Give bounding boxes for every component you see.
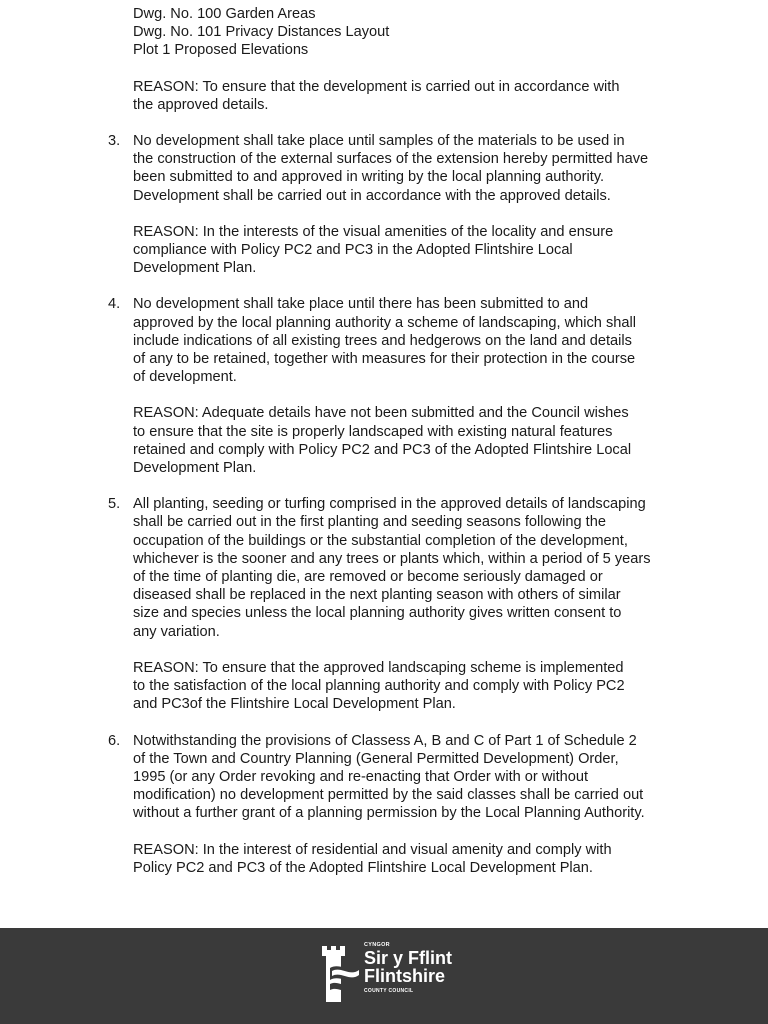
condition-text (133, 732, 684, 823)
condition-line: Development shall be carried out in accordance with the approved details. (133, 187, 611, 204)
condition-line: of the Town and Country Planning (General Permitted Development) Order, (133, 750, 619, 767)
logo-county-council: COUNTY COUNCIL (364, 988, 414, 994)
condition-line: approved by the local planning authority a scheme of landscaping, which shall (133, 314, 636, 331)
reason-line: Development Plan. (133, 460, 257, 477)
reason-line: to ensure that the site is properly landscaped with existing natural features (133, 423, 613, 440)
condition-line: Notwithstanding the provisions of Classess A, B and C of Part 1 of Schedule 2 (133, 732, 637, 749)
reason-line: compliance with Policy PC2 and PC3 in the Adopted Flintshire Local (133, 242, 573, 259)
reason-line: REASON: In the interests of the visual amenities of the locality and ensure (133, 223, 614, 240)
drawing-item: Dwg. No. 101 Privacy Distances Layout (133, 24, 390, 41)
flintshire-castle-flag-icon (318, 944, 362, 1004)
condition-text (133, 495, 684, 641)
condition-line: include indications of all existing trees and hedgerows on the land and details (133, 332, 632, 349)
reason-line: Policy PC2 and PC3 of the Adopted Flintshire Local Development Plan. (133, 859, 593, 876)
condition-text (133, 295, 684, 386)
condition-line: whichever is the sooner and any trees or plants which, within a period of 5 years (133, 550, 651, 567)
page-footer (0, 928, 768, 1024)
reason-line: REASON: In the interest of residential and visual amenity and comply with (133, 841, 612, 858)
condition-line: shall be carried out in the first planting and seeding seasons following the (133, 514, 606, 531)
condition-reason (133, 659, 684, 714)
reason-line: the approved details. (133, 96, 269, 113)
drawing-item: Plot 1 Proposed Elevations (133, 42, 309, 59)
condition-number: 3. (108, 133, 121, 150)
condition-text (133, 132, 684, 205)
condition-line: of any to be retained, together with measures for their protection in the course (133, 351, 636, 368)
drawing-item: Dwg. No. 100 Garden Areas (133, 6, 316, 22)
condition-5 (108, 495, 684, 713)
condition-reason (133, 841, 684, 877)
drawing-list (133, 5, 684, 60)
condition-line: No development shall take place until there has been submitted to and (133, 296, 589, 313)
logo-welsh-name: Sir y Fflint (364, 948, 453, 968)
condition-reason (133, 223, 684, 278)
condition-line: of development. (133, 369, 237, 386)
condition-number: 6. (108, 732, 121, 749)
condition-line: any variation. (133, 623, 220, 640)
condition-4 (108, 295, 684, 477)
condition-6 (108, 732, 684, 877)
reason-line: and PC3of the Flintshire Local Development Plan. (133, 696, 456, 713)
condition-number: 4. (108, 296, 121, 313)
condition-number: 5. (108, 496, 121, 513)
condition-line: without a further grant of a planning permission by the Local Planning Authority. (133, 805, 645, 822)
reason-line: REASON: To ensure that the approved landscaping scheme is implemented (133, 659, 624, 676)
condition-line: All planting, seeding or turfing comprised in the approved details of landscaping (133, 496, 646, 513)
condition-3 (108, 132, 684, 277)
document-body (0, 5, 768, 877)
logo-english-name: Flintshire (364, 966, 446, 986)
condition-line: of the time of planting die, are removed or become seriously damaged or (133, 569, 603, 586)
condition-line: No development shall take place until samples of the materials to be used in (133, 133, 625, 150)
condition-line: occupation of the buildings or the substantial completion of the development, (133, 532, 628, 549)
council-logo (318, 942, 468, 1014)
reason-line: to the satisfaction of the local planning authority and comply with Policy PC2 (133, 678, 625, 695)
condition-line: diseased shall be replaced in the next planting season with others of similar (133, 587, 621, 604)
condition-line: been submitted to and approved in writing by the local planning authority. (133, 169, 605, 186)
reason-line: Development Plan. (133, 260, 257, 277)
condition-line: size and species unless the local planning authority gives written consent to (133, 605, 622, 622)
logo-cyngor: CYNGOR (364, 942, 390, 948)
reason-line: REASON: Adequate details have not been submitted and the Council wishes (133, 405, 629, 422)
reason-line: REASON: To ensure that the development is carried out in accordance with (133, 78, 620, 95)
condition-line: 1995 (or any Order revoking and re-enacting that Order with or without (133, 768, 589, 785)
condition-2-reason (133, 78, 684, 114)
reason-line: retained and comply with Policy PC2 and PC3 of the Adopted Flintshire Local (133, 441, 632, 458)
condition-line: modification) no development permitted by the said classes shall be carried out (133, 787, 644, 804)
condition-line: the construction of the external surfaces of the extension hereby permitted have (133, 151, 649, 168)
condition-reason (133, 404, 684, 477)
